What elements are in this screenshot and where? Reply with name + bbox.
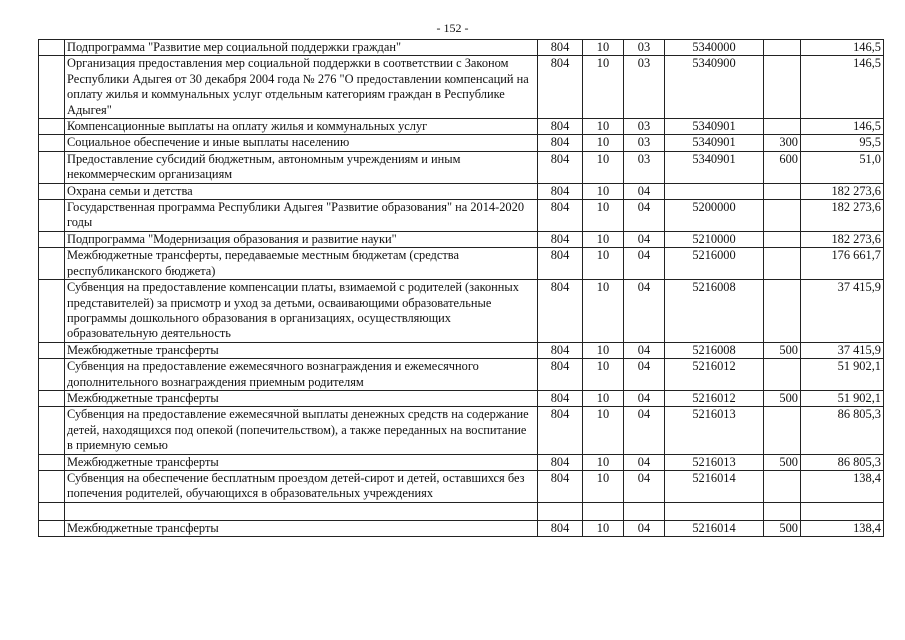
row-marker-cell (39, 183, 65, 199)
row-amount-cell: 95,5 (801, 135, 884, 151)
row-section-cell: 10 (583, 520, 624, 536)
row-amount-cell: 138,4 (801, 470, 884, 502)
row-marker-cell (39, 151, 65, 183)
row-name-cell: Субвенция на предоставление компенсации платы, взимаемой с родителей (законных представителей) за присмотр и уход за детьми, осваивающими образовательные программы дошкольного образования в организациях, осуществляющих образовательную деятельность (65, 280, 538, 343)
table-row (39, 119, 884, 135)
row-ved-cell: 804 (538, 200, 583, 232)
row-marker-cell (39, 280, 65, 343)
row-subsection-cell: 03 (624, 135, 665, 151)
row-subsection-cell: 04 (624, 200, 665, 232)
row-expense-type-cell: 600 (764, 151, 801, 183)
table-row (39, 200, 884, 232)
table-row (39, 454, 884, 470)
row-amount-cell: 37 415,9 (801, 342, 884, 358)
row-subsection-cell: 04 (624, 342, 665, 358)
table-row (39, 135, 884, 151)
row-amount-cell: 86 805,3 (801, 454, 884, 470)
table-row (39, 280, 884, 343)
row-subsection-cell: 04 (624, 248, 665, 280)
spacer-cell (583, 502, 624, 520)
row-section-cell: 10 (583, 40, 624, 56)
row-name-cell: Межбюджетные трансферты (65, 454, 538, 470)
row-section-cell: 10 (583, 151, 624, 183)
row-target-article-cell: 5340901 (665, 151, 764, 183)
row-name-cell: Межбюджетные трансферты (65, 520, 538, 536)
row-name-cell: Межбюджетные трансферты, передаваемые местным бюджетам (средства республиканского бюджета) (65, 248, 538, 280)
row-target-article-cell: 5216012 (665, 359, 764, 391)
row-section-cell: 10 (583, 183, 624, 199)
row-name-cell: Субвенция на предоставление ежемесячной выплаты денежных средств на содержание детей, находящихся под опекой (попечительством), а также переданных на воспитание в приемную семью (65, 407, 538, 454)
row-expense-type-cell (764, 119, 801, 135)
row-target-article-cell (665, 183, 764, 199)
row-marker-cell (39, 40, 65, 56)
row-target-article-cell: 5216013 (665, 407, 764, 454)
row-subsection-cell: 03 (624, 56, 665, 119)
row-section-cell: 10 (583, 390, 624, 406)
row-target-article-cell: 5216012 (665, 390, 764, 406)
row-name-cell: Субвенция на предоставление ежемесячного вознаграждения и ежемесячного дополнительного вознаграждения приемным родителям (65, 359, 538, 391)
row-amount-cell: 182 273,6 (801, 183, 884, 199)
row-subsection-cell: 04 (624, 183, 665, 199)
table-row (39, 248, 884, 280)
row-name-cell: Подпрограмма "Модернизация образования и развитие науки" (65, 231, 538, 247)
row-amount-cell: 51 902,1 (801, 359, 884, 391)
row-expense-type-cell (764, 407, 801, 454)
spacer-cell (801, 502, 884, 520)
table-row (39, 520, 884, 536)
row-amount-cell: 146,5 (801, 119, 884, 135)
table-row (39, 231, 884, 247)
row-ved-cell: 804 (538, 40, 583, 56)
spacer-cell (624, 502, 665, 520)
table-row (39, 56, 884, 119)
row-section-cell: 10 (583, 407, 624, 454)
row-target-article-cell: 5216014 (665, 470, 764, 502)
spacer-cell (538, 502, 583, 520)
row-subsection-cell: 04 (624, 359, 665, 391)
row-expense-type-cell (764, 231, 801, 247)
row-marker-cell (39, 520, 65, 536)
table-row (39, 40, 884, 56)
table-row (39, 342, 884, 358)
row-ved-cell: 804 (538, 280, 583, 343)
row-subsection-cell: 04 (624, 470, 665, 502)
table-spacer-row (39, 502, 884, 520)
row-expense-type-cell (764, 40, 801, 56)
row-section-cell: 10 (583, 200, 624, 232)
row-expense-type-cell (764, 200, 801, 232)
row-name-cell: Межбюджетные трансферты (65, 342, 538, 358)
row-expense-type-cell: 500 (764, 390, 801, 406)
row-expense-type-cell (764, 56, 801, 119)
row-expense-type-cell (764, 359, 801, 391)
row-subsection-cell: 03 (624, 40, 665, 56)
row-subsection-cell: 04 (624, 407, 665, 454)
row-ved-cell: 804 (538, 359, 583, 391)
row-target-article-cell: 5216000 (665, 248, 764, 280)
row-amount-cell: 146,5 (801, 56, 884, 119)
row-ved-cell: 804 (538, 407, 583, 454)
row-section-cell: 10 (583, 231, 624, 247)
spacer-cell (39, 502, 65, 520)
row-ved-cell: 804 (538, 342, 583, 358)
row-marker-cell (39, 454, 65, 470)
row-marker-cell (39, 342, 65, 358)
row-subsection-cell: 04 (624, 520, 665, 536)
row-ved-cell: 804 (538, 520, 583, 536)
row-ved-cell: 804 (538, 183, 583, 199)
row-target-article-cell: 5210000 (665, 231, 764, 247)
row-ved-cell: 804 (538, 119, 583, 135)
row-target-article-cell: 5340901 (665, 119, 764, 135)
spacer-cell (65, 502, 538, 520)
row-section-cell: 10 (583, 454, 624, 470)
row-expense-type-cell: 500 (764, 342, 801, 358)
table-row (39, 359, 884, 391)
row-name-cell: Предоставление субсидий бюджетным, автономным учреждениям и иным некоммерческим организациям (65, 151, 538, 183)
row-ved-cell: 804 (538, 390, 583, 406)
row-ved-cell: 804 (538, 135, 583, 151)
row-section-cell: 10 (583, 135, 624, 151)
row-marker-cell (39, 390, 65, 406)
row-name-cell: Государственная программа Республики Адыгея "Развитие образования" на 2014-2020 годы (65, 200, 538, 232)
row-amount-cell: 146,5 (801, 40, 884, 56)
table-row (39, 151, 884, 183)
spacer-cell (764, 502, 801, 520)
row-ved-cell: 804 (538, 151, 583, 183)
row-marker-cell (39, 231, 65, 247)
row-ved-cell: 804 (538, 248, 583, 280)
row-target-article-cell: 5340900 (665, 56, 764, 119)
row-expense-type-cell: 300 (764, 135, 801, 151)
row-expense-type-cell (764, 183, 801, 199)
row-section-cell: 10 (583, 280, 624, 343)
row-amount-cell: 182 273,6 (801, 231, 884, 247)
row-marker-cell (39, 359, 65, 391)
row-amount-cell: 86 805,3 (801, 407, 884, 454)
row-amount-cell: 138,4 (801, 520, 884, 536)
row-name-cell: Социальное обеспечение и иные выплаты населению (65, 135, 538, 151)
row-name-cell: Компенсационные выплаты на оплату жилья и коммунальных услуг (65, 119, 538, 135)
row-name-cell: Охрана семьи и детства (65, 183, 538, 199)
row-target-article-cell: 5216008 (665, 280, 764, 343)
row-amount-cell: 51,0 (801, 151, 884, 183)
row-expense-type-cell (764, 470, 801, 502)
row-target-article-cell: 5216013 (665, 454, 764, 470)
row-target-article-cell: 5340000 (665, 40, 764, 56)
row-target-article-cell: 5216008 (665, 342, 764, 358)
row-ved-cell: 804 (538, 454, 583, 470)
row-ved-cell: 804 (538, 56, 583, 119)
spacer-cell (665, 502, 764, 520)
row-name-cell: Подпрограмма "Развитие мер социальной поддержки граждан" (65, 40, 538, 56)
table-row (39, 183, 884, 199)
row-expense-type-cell (764, 248, 801, 280)
budget-table-body (39, 40, 884, 537)
page-number: - 152 - (436, 21, 469, 35)
row-subsection-cell: 04 (624, 454, 665, 470)
row-subsection-cell: 03 (624, 119, 665, 135)
row-target-article-cell: 5200000 (665, 200, 764, 232)
row-amount-cell: 51 902,1 (801, 390, 884, 406)
row-name-cell: Организация предоставления мер социальной поддержки в соответствии с Законом Республики Адыгея от 30 декабря 2004 года № 276 "О предоставлении компенсаций на оплату жилья и коммунальных услуг отдельным категориям граждан в Республике Адыгея" (65, 56, 538, 119)
row-section-cell: 10 (583, 119, 624, 135)
row-expense-type-cell (764, 280, 801, 343)
row-amount-cell: 176 661,7 (801, 248, 884, 280)
row-marker-cell (39, 470, 65, 502)
row-section-cell: 10 (583, 359, 624, 391)
row-name-cell: Межбюджетные трансферты (65, 390, 538, 406)
row-marker-cell (39, 407, 65, 454)
row-section-cell: 10 (583, 342, 624, 358)
row-ved-cell: 804 (538, 470, 583, 502)
row-subsection-cell: 04 (624, 231, 665, 247)
row-expense-type-cell: 500 (764, 520, 801, 536)
row-marker-cell (39, 248, 65, 280)
row-ved-cell: 804 (538, 231, 583, 247)
table-row (39, 470, 884, 502)
row-subsection-cell: 04 (624, 390, 665, 406)
row-subsection-cell: 03 (624, 151, 665, 183)
row-amount-cell: 37 415,9 (801, 280, 884, 343)
row-marker-cell (39, 119, 65, 135)
row-marker-cell (39, 200, 65, 232)
table-row (39, 407, 884, 454)
row-amount-cell: 182 273,6 (801, 200, 884, 232)
row-section-cell: 10 (583, 248, 624, 280)
row-expense-type-cell: 500 (764, 454, 801, 470)
row-subsection-cell: 04 (624, 280, 665, 343)
row-section-cell: 10 (583, 56, 624, 119)
table-row (39, 390, 884, 406)
row-marker-cell (39, 135, 65, 151)
row-marker-cell (39, 56, 65, 119)
row-target-article-cell: 5216014 (665, 520, 764, 536)
row-name-cell: Субвенция на обеспечение бесплатным проездом детей-сирот и детей, оставшихся без попечения родителей, обучающихся в образовательных учреждениях (65, 470, 538, 502)
budget-table (38, 39, 884, 537)
row-section-cell: 10 (583, 470, 624, 502)
row-target-article-cell: 5340901 (665, 135, 764, 151)
